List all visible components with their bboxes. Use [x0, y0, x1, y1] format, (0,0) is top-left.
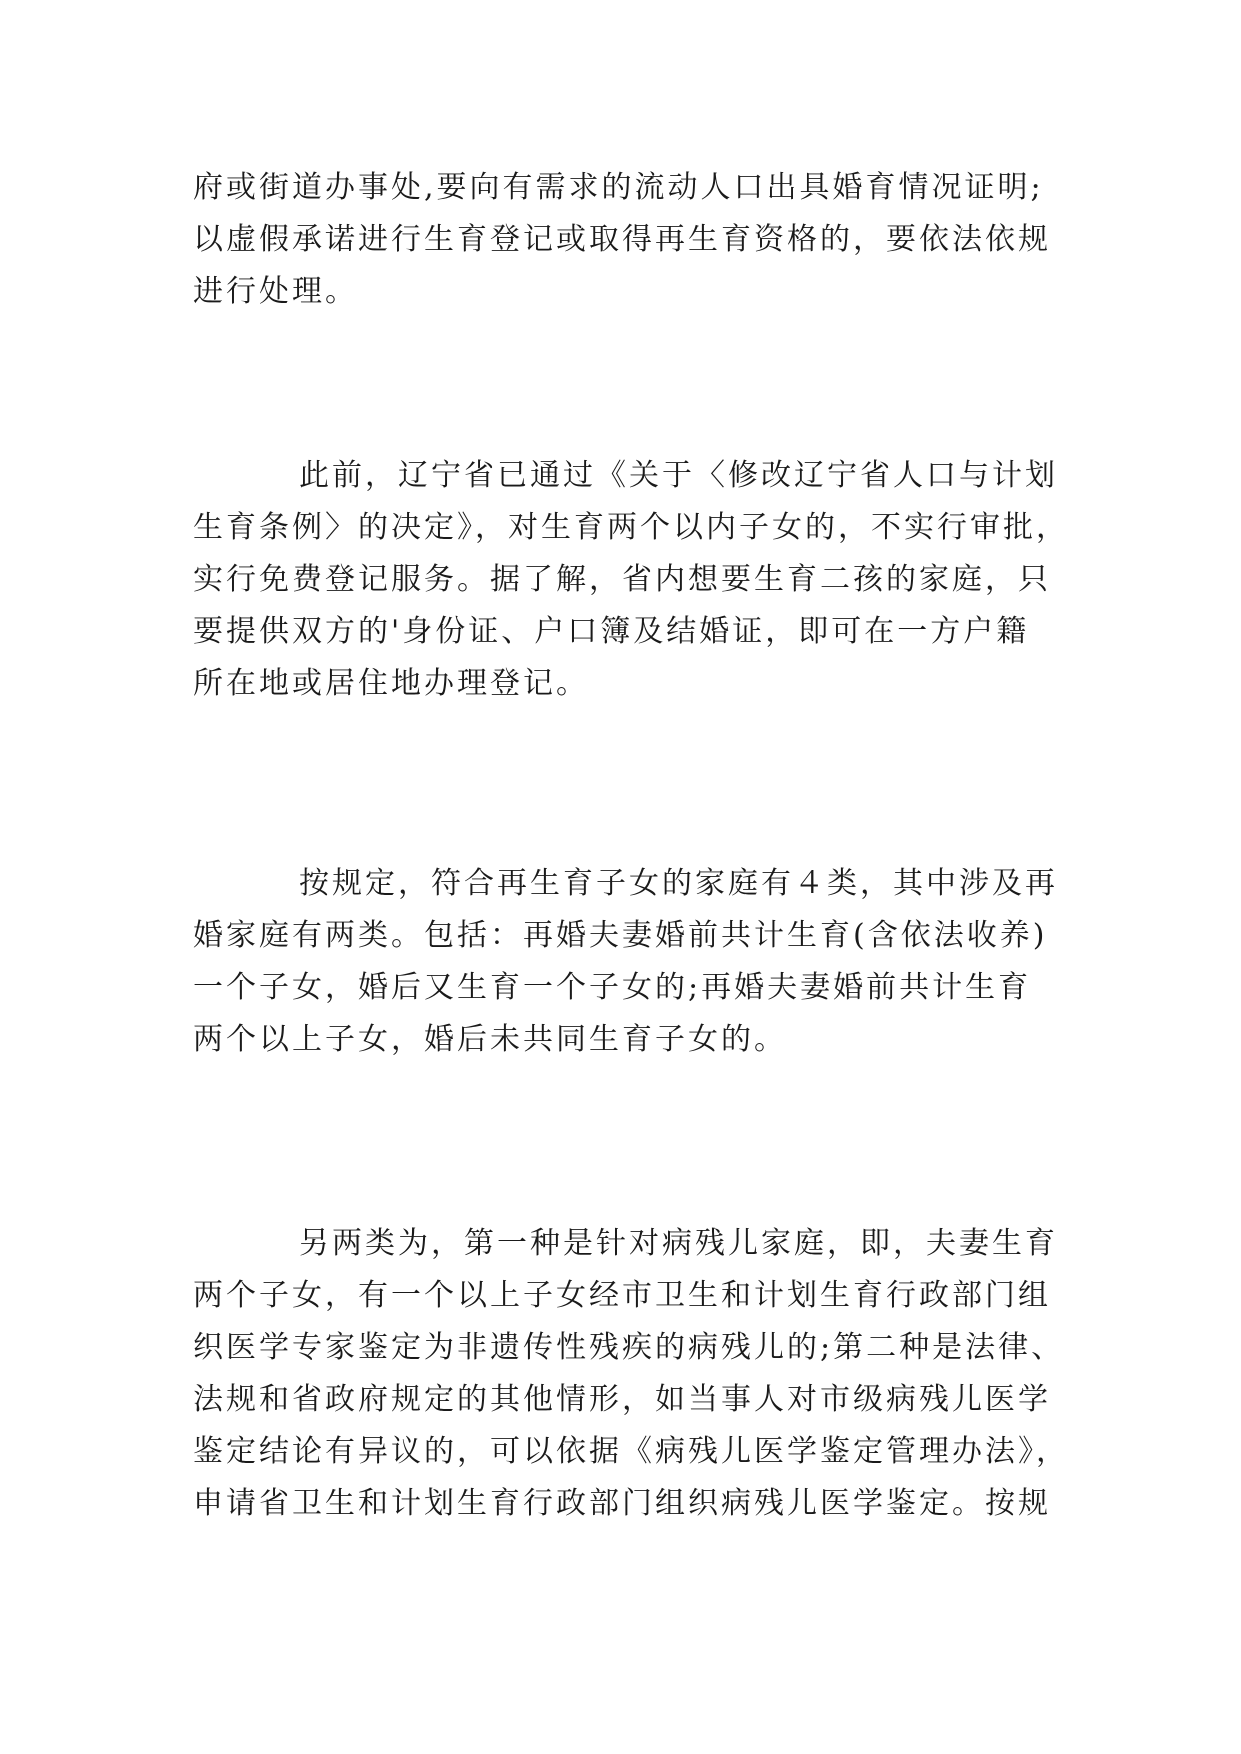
paragraph-line: 两个子女，有一个以上子女经市卫生和计划生育行政部门组 — [193, 1278, 1051, 1313]
paragraph-4 — [193, 1218, 1069, 1530]
paragraph-line: 以虚假承诺进行生育登记或取得再生育资格的，要依法依规 — [193, 222, 1051, 257]
paragraph-line: 申请省卫生和计划生育行政部门组织病残儿医学鉴定。按规 — [193, 1486, 1051, 1521]
paragraph-line: 按规定，符合再生育子女的家庭有４类，其中涉及再 — [299, 866, 1058, 901]
paragraph-1 — [193, 162, 1053, 318]
paragraph-line: 要提供双方的'身份证、户口簿及结婚证，即可在一方户籍 — [193, 614, 1030, 649]
paragraph-line: 织医学专家鉴定为非遗传性残疾的病残儿的;第二种是法律、 — [193, 1330, 1065, 1365]
paragraph-line: 婚家庭有两类。包括：再婚夫妻婚前共计生育(含依法收养) — [193, 918, 1048, 953]
paragraph-line: 实行免费登记服务。据了解，省内想要生育二孩的家庭，只 — [193, 562, 1051, 597]
paragraph-line: 两个以上子女，婚后未共同生育子女的。 — [193, 1022, 787, 1057]
paragraph-line: 所在地或居住地办理登记。 — [193, 666, 589, 701]
paragraph-2 — [193, 450, 1069, 710]
paragraph-line: 此前，辽宁省已通过《关于〈修改辽宁省人口与计划 — [299, 458, 1058, 493]
paragraph-line: 进行处理。 — [193, 274, 358, 309]
paragraph-line: 法规和省政府规定的其他情形，如当事人对市级病残儿医学 — [193, 1382, 1051, 1417]
paragraph-line: 一个子女，婚后又生育一个子女的;再婚夫妻婚前共计生育 — [193, 970, 1032, 1005]
paragraph-line: 生育条例〉的决定》，对生育两个以内子女的，不实行审批， — [193, 510, 1069, 545]
paragraph-3 — [193, 858, 1058, 1066]
paragraph-line: 府或街道办事处,要向有需求的流动人口出具婚育情况证明; — [193, 170, 1044, 205]
paragraph-line: 另两类为，第一种是针对病残儿家庭，即，夫妻生育 — [299, 1226, 1058, 1261]
paragraph-line: 鉴定结论有异议的，可以依据《病残儿医学鉴定管理办法》， — [193, 1434, 1069, 1469]
